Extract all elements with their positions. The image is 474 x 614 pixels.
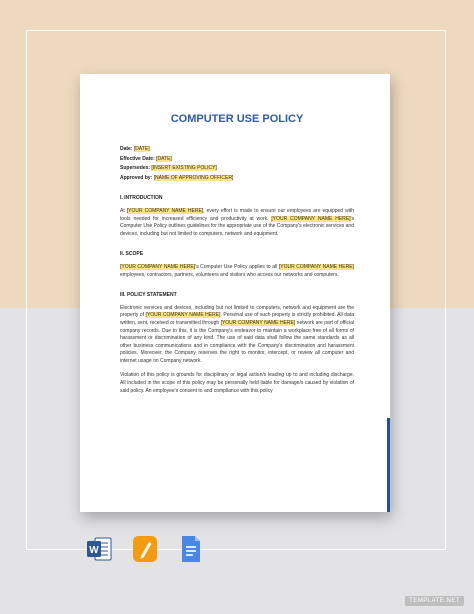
meta-date: Date: [DATE] bbox=[120, 146, 150, 152]
section-heading-introduction: I. INTRODUCTION bbox=[120, 195, 163, 202]
svg-text:W: W bbox=[89, 545, 99, 556]
document-page bbox=[80, 74, 390, 512]
section-heading-policy-statement: III. POLICY STATEMENT bbox=[120, 292, 177, 299]
page-accent-bar bbox=[387, 418, 390, 512]
meta-approved-by: Approved by: [NAME OF APPROVING OFFICER] bbox=[120, 174, 234, 181]
policy-statement-paragraph: Electronic services and devices, including but not limited to computers, network and equipment are the property of [YOUR COMPANY NAME HERE]. Personal use of such property is strictly prohibited. All data written, sent, received or transmitted through [YOUR COMPANY NAME HERE] network are part of official company records. Due to this, it is the Company's endeavor to maintain a workplace free of all forms of harassment or discrimination of any kind. The use of said data shall follow the same standards as all other business communications and in compliance with the Company's discrimination and harassment policies. Moreover, the Company reserves the right to monitor, intercept, or review all computer and internet usage on Company network. bbox=[120, 304, 354, 364]
pages-icon[interactable] bbox=[132, 535, 158, 563]
introduction-paragraph: At [YOUR COMPANY NAME HERE], every effort is made to ensure our employees are equipped with tools needed for increased efficiency and productivity at work. [YOUR COMPANY NAME HERE]'s Computer Use Policy outlines guidelines for the appropriate use of the Company's electronic services and devices, including but not limited to computers, network and equipment. bbox=[120, 207, 354, 237]
scope-paragraph: [YOUR COMPANY NAME HERE]'s Computer Use Policy applies to all [YOUR COMPANY NAME HERE] employees, contractors, partners, volunteers and visitors who access our networks and computers. bbox=[120, 263, 354, 278]
app-icons bbox=[86, 535, 204, 563]
document-title: COMPUTER USE POLICY bbox=[170, 113, 304, 125]
meta-supersedes: Supersedes: [INSERT EXISTING POLICY] bbox=[120, 165, 217, 172]
meta-effective-date: Effective Date: [DATE] bbox=[120, 155, 172, 162]
google-docs-icon[interactable] bbox=[178, 535, 204, 563]
violation-paragraph: Violation of this policy is grounds for disciplinary or legal action/s leading up to and including discharge. All included in the scope of this policy may be personally held liable for damage/s caused by violation of said policy. An employee's consent to and compliance with this policy bbox=[120, 372, 354, 394]
document-content bbox=[120, 112, 354, 402]
word-icon[interactable] bbox=[86, 535, 112, 563]
section-heading-scope: II. SCOPE bbox=[120, 251, 144, 258]
watermark: TEMPLATE.NET bbox=[405, 596, 464, 606]
